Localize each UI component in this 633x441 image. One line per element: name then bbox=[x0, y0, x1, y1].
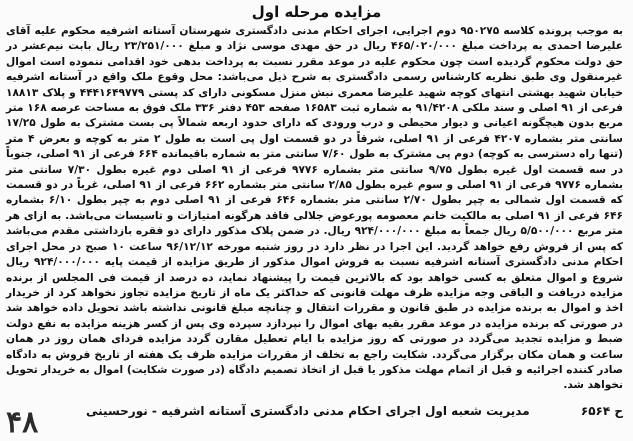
notice-title: مزایده مرحله اول bbox=[251, 3, 382, 21]
notice-footer bbox=[86, 402, 623, 421]
corner-number: ۴۸ bbox=[6, 405, 39, 440]
footer-signature: مدیریت شعبه اول اجرای احکام مدنی دادگستری آستانه اشرفیه - نورحسینی bbox=[86, 404, 530, 418]
notice-body: به موجب پرونده کلاسه ۹۵۰۲۷۵ دوم اجرایی، اجرای احکام مدنی دادگستری شهرستان آستانه اشرفیه محکوم علیه آقای علیرضا احمدی به پرداخت مبلغ ۴۶۵/۰۲۰/۰۰۰ ریال در حق مهدی موسی نژاد و مبلغ ۲۳/۲۵۱/۰۰۰ ریال بابت نیم‌عشر در حق دولت محکوم گردیده است چون محکوم علیه در موعد مقرر نسبت به پرداخت بدهی خود اقدامی ننموده است اموال غیرمنقول وی طبق نظریه کارشناس رسمی دادگستری به شرح ذیل می‌باشد: محل وقوع ملک واقع در آستانه اشرفیه خیابان شهید بهشتی انتهای کوچه شهید علیرضا معمری نبش منزل مسکونی دارای کد پستی ۴۴۴۱۶۴۹۷۷۹ و پلاک ۱۸۸۱۳ فرعی از ۹۱ اصلی و سند ملکی ۹۱/۴۲۰۸ به شماره ثبت ۱۶۵۸۳ صفحه ۴۵۳ دفتر ۳۳۶ ملک فوق به مساحت عرصه ۱۶۸ متر مربع بدون هیچگونه اعیانی و دیوار محیطی و درب ورودی که دارای حدود اربعه شمالاً پی بست مشترک به طول ۱۷/۲۵ سانتی متر بشماره ۴۲۰۷ فرعی از ۹۱ اصلی، شرقاً در دو قسمت اول پی است به طول ۲ متر به کوچه و بعرض ۴ متر (تنها راه دسترسی به کوچه) دوم پی مشترک به طول ۷/۶۰ سانتی متر به شماره باقیمانده ۶۶۴ فرعی از ۹۱ اصلی، جنوباً در سه قسمت اول غیره بطول ۹/۷۵ سانتی متر بشماره ۹۷۷۶ فرعی از ۹۱ اصلی دوم غیره بطول ۷/۳۰ سانتی متر بشماره ۹۷۷۶ فرعی از ۹۱ اصلی و سوم غیره بطول ۲/۸۵ سانتی متر بشماره ۶۶۲ فرعی از ۹۱ اصلی، غرباً در دو قسمت که قسمت اول شمالی به چپر بطول ۲/۷۰ سانتی متر بشماره ۶۴۶ فرعی از ۹۱ اصلی دوم به چپر بطول ۶/۱۰ بشماره ۶۴۶ فرعی از ۹۱ اصلی به مالکیت خانم معصومه پورعوض جلالی فاقد هرگونه امتیازات و تاسیسات می‌باشد. به ازای هر متر مربع ۵/۵۰۰/۰۰۰ ریال جمعاً به مبلغ ۹۲۴/۰۰۰/۰۰۰ ریال. در ضمن پلاک مذکور دارای دو فقره بازداشتی مقدم می‌باشد که پس از فروش رفع خواهد گردید. این اجرا در نظر دارد در روز شنبه مورخه ۹۶/۱۲/۱۲ ساعت ۱۰ صبح در محل اجرای احکام مدنی دادگستری آستانه اشرفیه نسبت به فروش اموال مذکور از طریق مزایده از قیمت پایه ۹۲۴/۰۰۰/۰۰۰ ریال شروع و اموال متعلق به کسی خواهد بود که بالاترین قیمت را پیشنهاد نماید، ده درصد از قیمت فی المجلس از برنده مزایده دریافت و الباقی وجه مزایده ظرف مهلت قانونی که حداکثر یک ماه از تاریخ مزایده تجاوز نخواهد کرد از خریدار اخذ و اموال به برنده مزایده در طبق قانون و مقررات انتقال و چنانچه مبلغ قانونی نداشته باشد تحویل داده خواهد شد در صورتی که برنده مزایده در موعد مقرر بقیه بهای اموال را نپردازد سپرده وی پس از کسر هزینه مزایده به نفع دولت ضبط و مزایده تجدید می‌گردد در صورتی که روز مزایده با ایام تعطیل مقارن گردد مزایده فردای همان روز در همان ساعت و همان مکان برگزار می‌گردد. شکایت راجع به تخلف از مقررات مزایده ظرف یک هفته از تاریخ فروش به دادگاه صادر کننده اجرائیه و قبل از اتمام مهلت مذکور یا قبل از اتخاذ تصمیم دادگاه (در صورت شکایت) اموال به خریدار تحویل نخواهد شد. bbox=[6, 25, 624, 392]
footer-ref: ح ۶۵۶۴ bbox=[580, 404, 623, 418]
